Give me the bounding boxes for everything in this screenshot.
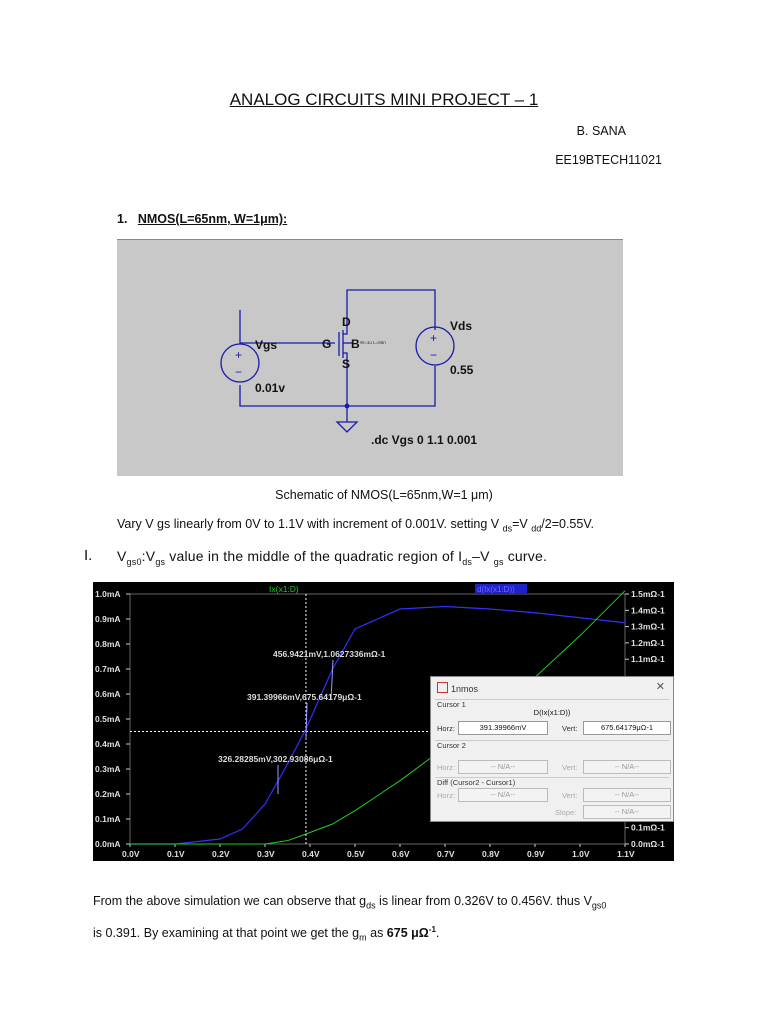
horz-field-2[interactable]: -- N/A-- bbox=[458, 760, 548, 774]
sweep-description: Vary V gs linearly from 0V to 1.1V with increment of 0.001V. setting V $_{ds}$=V $_{dd}$/2=0.55V. bbox=[117, 517, 594, 534]
left-tick-label: 0.6mA bbox=[95, 689, 121, 699]
cursor-expression: D(Ix(x1:D)) bbox=[533, 708, 571, 717]
vert-field-3[interactable]: -- N/A-- bbox=[583, 788, 671, 802]
vert-label-1: Vert: bbox=[562, 724, 578, 733]
schematic-image bbox=[117, 239, 623, 476]
close-icon[interactable]: ✕ bbox=[655, 681, 665, 693]
left-tick-label: 0.7mA bbox=[95, 664, 121, 674]
section-heading bbox=[117, 212, 287, 226]
x-tick-label: 0.6V bbox=[392, 849, 410, 859]
trace-label-2: d(Ix(x1:D)) bbox=[477, 585, 515, 594]
horz-label-1: Horz: bbox=[437, 724, 455, 733]
x-tick-label: 0.5V bbox=[347, 849, 365, 859]
slope-field[interactable]: -- N/A-- bbox=[583, 805, 671, 819]
vgs-value: 0.01v bbox=[255, 381, 286, 395]
cursor-dialog[interactable] bbox=[430, 676, 674, 822]
trace-label-1: Ix(x1:D) bbox=[269, 584, 299, 594]
x-tick-label: 0.8V bbox=[482, 849, 500, 859]
vds-label: Vds bbox=[450, 319, 473, 333]
part-number: I. bbox=[84, 547, 93, 564]
pin-d: D bbox=[342, 315, 351, 329]
vgs-minus: − bbox=[235, 365, 243, 379]
vert-field-1[interactable]: 675.64179μΩ-1 bbox=[583, 721, 671, 735]
gm-value: 675 μΩ bbox=[386, 925, 429, 940]
left-tick-label: 0.2mA bbox=[95, 789, 121, 799]
horz-field-3[interactable]: -- N/A-- bbox=[458, 788, 548, 802]
diff-label: Diff (Cursor2 - Cursor1) bbox=[437, 778, 516, 787]
vert-label-2: Vert: bbox=[562, 763, 578, 772]
x-tick-label: 0.0V bbox=[122, 849, 140, 859]
annotation-label: 456.9421mV,1.0627336mΩ-1 bbox=[273, 649, 386, 659]
pin-s: S bbox=[342, 357, 351, 371]
vert-label-3: Vert: bbox=[562, 791, 578, 800]
x-tick-label: 0.4V bbox=[302, 849, 320, 859]
right-tick-label: 1.1mΩ-1 bbox=[631, 654, 665, 665]
left-tick-label: 1.0mA bbox=[95, 589, 121, 599]
schematic-svg bbox=[117, 240, 623, 476]
vds-minus: − bbox=[430, 348, 438, 362]
right-tick-label: 1.5mΩ-1 bbox=[631, 589, 665, 599]
spice-directive: .dc Vgs 0 1.1 0.001 bbox=[371, 433, 478, 447]
cursor1-label: Cursor 1 bbox=[437, 700, 466, 709]
x-tick-label: 0.9V bbox=[527, 849, 545, 859]
device-note: W=1u L=65n bbox=[360, 340, 386, 345]
x-tick-label: 0.3V bbox=[257, 849, 275, 859]
dialog-title-row bbox=[437, 682, 478, 694]
left-tick-label: 0.4mA bbox=[95, 739, 121, 749]
right-tick-label: 1.4mΩ-1 bbox=[631, 605, 665, 616]
part-heading: $V_{gs0}:V_{gs}$ value in the middle of the quadratic region of $I_{ds}-V$ $_{gs}$ curve. bbox=[117, 548, 548, 567]
vgs-plus: + bbox=[235, 348, 243, 362]
left-tick-label: 0.3mA bbox=[95, 764, 121, 774]
left-tick-label: 0.5mA bbox=[95, 714, 121, 724]
annotation-label: 391.39966mV,675.64179μΩ-1 bbox=[247, 692, 362, 702]
left-tick-label: 0.0mA bbox=[95, 839, 121, 849]
author-name: B. SANA bbox=[576, 124, 626, 138]
x-tick-label: 1.1V bbox=[617, 849, 635, 859]
pin-b: B bbox=[351, 337, 360, 351]
section-label: NMOS(L=65nm, W=1μm): bbox=[137, 212, 288, 226]
right-tick-label: 1.3mΩ-1 bbox=[631, 621, 665, 632]
conclusion-paragraph: From the above simulation we can observe that $g_{ds}$ is linear from 0.326V to 0.456V. thus $V_{gs0}$ is 0.391. By examining at that point we get the $g_m$ as 675 $\mu\Omega^{-1}$. bbox=[93, 894, 607, 943]
vert-field-2[interactable]: -- N/A-- bbox=[583, 760, 671, 774]
document-title: ANALOG CIRCUITS MINI PROJECT – 1 bbox=[229, 90, 539, 109]
annotation-arrow bbox=[306, 703, 307, 740]
horz-label-3: Horz: bbox=[437, 791, 455, 800]
section-number: 1. bbox=[117, 212, 128, 226]
x-tick-label: 0.2V bbox=[212, 849, 230, 859]
slope-label: Slope: bbox=[555, 808, 577, 817]
vgs-label: Vgs bbox=[255, 338, 278, 352]
dialog-title: 1nmos bbox=[451, 684, 479, 694]
x-tick-label: 0.7V bbox=[437, 849, 455, 859]
right-tick-label: 0.0mΩ-1 bbox=[631, 839, 665, 849]
roll-number: EE19BTECH11021 bbox=[555, 153, 662, 167]
vds-value: 0.55 bbox=[450, 363, 474, 377]
right-tick-label: 1.2mΩ-1 bbox=[631, 637, 665, 648]
horz-label-2: Horz: bbox=[437, 763, 455, 772]
horz-field-1[interactable]: 391.39966mV bbox=[458, 721, 548, 735]
x-tick-label: 0.1V bbox=[167, 849, 185, 859]
schematic-caption: Schematic of NMOS(L=65nm,W=1 μm) bbox=[275, 488, 493, 502]
left-tick-label: 0.1mA bbox=[95, 814, 121, 824]
vds-plus: + bbox=[430, 331, 438, 345]
annotation-label: 326.28285mV,302.93086μΩ-1 bbox=[218, 754, 333, 764]
left-tick-label: 0.9mA bbox=[95, 614, 121, 624]
cursor2-label: Cursor 2 bbox=[437, 741, 466, 750]
app-icon bbox=[437, 682, 448, 693]
right-tick-label: 0.1mΩ-1 bbox=[631, 822, 665, 833]
pin-g: G bbox=[322, 337, 332, 351]
x-tick-label: 1.0V bbox=[572, 849, 590, 859]
left-tick-label: 0.8mA bbox=[95, 639, 121, 649]
